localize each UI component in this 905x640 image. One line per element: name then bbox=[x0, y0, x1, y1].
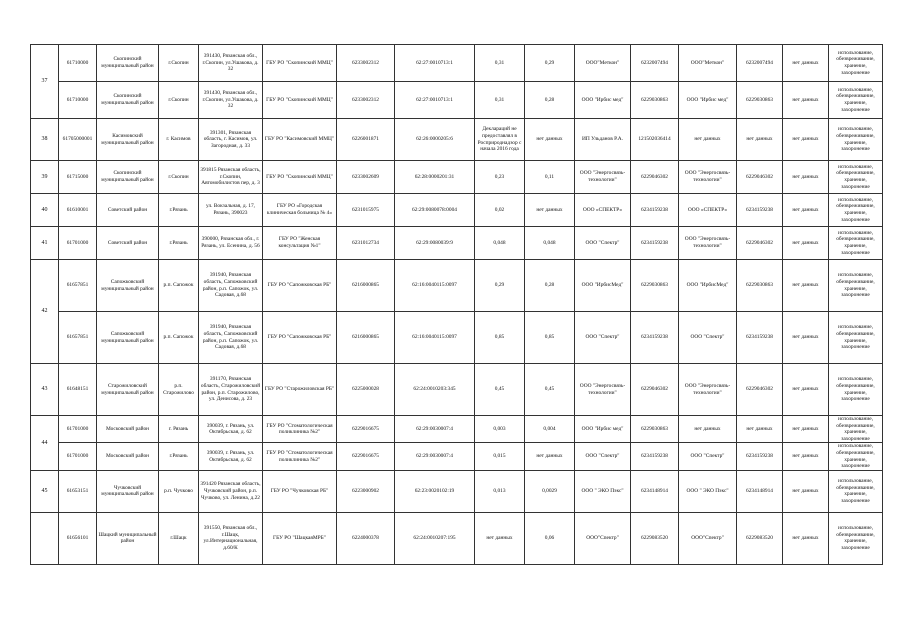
table-cell: ООО "Энергосвязь- технологии" bbox=[679, 227, 737, 260]
table-cell: 390000, Рязанская обл., г. Рязань, ул. Есенина, д. 56 bbox=[199, 227, 263, 260]
table-cell: 62:27:0010713:1 bbox=[395, 45, 475, 82]
table-cell: р.п. Сапожок bbox=[159, 312, 199, 364]
table-cell: 0,31 bbox=[475, 45, 525, 82]
table-cell: нет данных bbox=[783, 161, 829, 194]
table-cell: ООО "Энергосвязь- технологии" bbox=[679, 364, 737, 416]
table-cell: 61657851 bbox=[59, 312, 97, 364]
table-cell: Сапожковский муниципальный район bbox=[97, 312, 159, 364]
table-cell: г.Рязань bbox=[159, 194, 199, 227]
table-cell: г.Рязань bbox=[159, 443, 199, 470]
table-cell: 0,29 bbox=[475, 260, 525, 312]
table-row bbox=[31, 512, 883, 564]
table-cell: ООО "Спектр" bbox=[575, 227, 631, 260]
table-cell: ГБУ РО "Чучковская РБ" bbox=[263, 470, 337, 512]
table-cell: 41 bbox=[31, 227, 59, 260]
table-cell: 0,06 bbox=[525, 512, 575, 564]
table-cell: ООО "Спектр" bbox=[679, 443, 737, 470]
table-cell: 6234159238 bbox=[631, 443, 679, 470]
table-cell: 0,85 bbox=[525, 312, 575, 364]
table-cell: 390039, г. Рязань, ул. Октябрьская, д. 62 bbox=[199, 443, 263, 470]
table-cell: ГБУ РО "Касимовский ММЦ" bbox=[263, 119, 337, 161]
table-cell: 6229016675 bbox=[337, 416, 395, 443]
table-cell: ООО " ЭКО Пэкс" bbox=[679, 470, 737, 512]
table-row bbox=[31, 364, 883, 416]
table-cell: г. Касимов bbox=[159, 119, 199, 161]
table-cell: 62:29:0080039:9 bbox=[395, 227, 475, 260]
table-cell: 37 bbox=[31, 45, 59, 119]
table-cell: ООО «СПЕКТР» bbox=[679, 194, 737, 227]
table-cell: г.Шацк bbox=[159, 512, 199, 564]
table-cell: 61701000 bbox=[59, 443, 97, 470]
table-cell: ООО"Меткон" bbox=[575, 45, 631, 82]
table-row bbox=[31, 470, 883, 512]
table-cell: ГБУ РО "Сапожковская РБ" bbox=[263, 312, 337, 364]
table-cell: 391430, Рязанская обл., г.Скопин, ул.Ушакова, д. 32 bbox=[199, 82, 263, 119]
table-cell: 391815 Рязанская область, г.Скопин, Автомобилистов пер, д. 3 bbox=[199, 161, 263, 194]
table-cell: ООО "Ирбис мед" bbox=[575, 416, 631, 443]
table-cell: ООО "ИрбисМед" bbox=[575, 260, 631, 312]
table-cell: р.п. Чучково bbox=[159, 470, 199, 512]
table-cell: ИП Ульданов Р.А. bbox=[575, 119, 631, 161]
table-cell: 6234159238 bbox=[737, 443, 783, 470]
table-cell: нет данных bbox=[737, 119, 783, 161]
table-cell: использование, обезвреживание, хранение, захоронение bbox=[829, 227, 883, 260]
table-cell: ГБУ РО "ШацкаяМРБ" bbox=[263, 512, 337, 564]
table-cell: р.п. Старожилово bbox=[159, 364, 199, 416]
table-cell: нет данных bbox=[783, 260, 829, 312]
table-cell: нет данных bbox=[783, 443, 829, 470]
table-cell: 0,28 bbox=[525, 82, 575, 119]
table-cell: 61715000 bbox=[59, 161, 97, 194]
table-cell: 39 bbox=[31, 161, 59, 194]
table-cell: ГБУ РО «Городская клиническая больница № 4» bbox=[263, 194, 337, 227]
table-cell: 6229046302 bbox=[631, 161, 679, 194]
table-cell: 0,003 bbox=[475, 416, 525, 443]
table-cell: 45 bbox=[31, 470, 59, 512]
table-cell: Скопинский муниципальный район bbox=[97, 161, 159, 194]
table-cell: ГБУ РО "Сапожковская РБ" bbox=[263, 260, 337, 312]
table-cell: 61710000 bbox=[59, 45, 97, 82]
table-cell: использование, обезвреживание, хранение, захоронение bbox=[829, 194, 883, 227]
table-cell: 6225000028 bbox=[337, 364, 395, 416]
table-cell: Московский район bbox=[97, 443, 159, 470]
table-cell: 61710000 bbox=[59, 82, 97, 119]
table-cell: 6229030863 bbox=[631, 82, 679, 119]
table-cell: Скопинский муниципальный район bbox=[97, 82, 159, 119]
table-cell: нет данных bbox=[525, 119, 575, 161]
table-cell: нет данных bbox=[783, 194, 829, 227]
table-cell: ГБУ РО "Старожиловская РБ" bbox=[263, 364, 337, 416]
table-cell: 6229030863 bbox=[631, 416, 679, 443]
table-cell: ГБУ РО "Скопинский ММЦ" bbox=[263, 161, 337, 194]
table-cell: Советский район bbox=[97, 227, 159, 260]
table-cell: нет данных bbox=[783, 82, 829, 119]
table-cell: использование, обезвреживание, хранение, захоронение bbox=[829, 364, 883, 416]
table-cell: 6231015975 bbox=[337, 194, 395, 227]
table-cell: ООО "Энергосвязь- технологии" bbox=[679, 161, 737, 194]
table-cell: Московский район bbox=[97, 416, 159, 443]
table-cell: 61656101 bbox=[59, 512, 97, 564]
table-row bbox=[31, 45, 883, 82]
table-cell: 390039, г. Рязань, ул. Октябрьская, д. 62 bbox=[199, 416, 263, 443]
table-cell: 6233002312 bbox=[337, 82, 395, 119]
table-cell: 6229016675 bbox=[337, 443, 395, 470]
table-cell: 6229046302 bbox=[631, 364, 679, 416]
table-cell: 0,013 bbox=[475, 470, 525, 512]
table-row bbox=[31, 82, 883, 119]
table-cell: г. Рязань bbox=[159, 416, 199, 443]
table-cell: 62:16:0040115:0097 bbox=[395, 260, 475, 312]
table-cell: 62:24:0010203:345 bbox=[395, 364, 475, 416]
table-cell: 6229046302 bbox=[737, 161, 783, 194]
waste-registry-table bbox=[30, 44, 883, 565]
table-cell: 61701000 bbox=[59, 416, 97, 443]
table-cell: 62:26:0000205:6 bbox=[395, 119, 475, 161]
table-cell: 0,23 bbox=[475, 161, 525, 194]
table-cell: 62:16:0040115:0097 bbox=[395, 312, 475, 364]
table-cell: г.Рязань bbox=[159, 227, 199, 260]
table-cell: нет данных bbox=[679, 416, 737, 443]
table-cell: нет данных bbox=[783, 119, 829, 161]
table-cell: использование, обезвреживание, хранение, захоронение bbox=[829, 443, 883, 470]
table-cell: 6232007494 bbox=[631, 45, 679, 82]
table-cell: 6229046302 bbox=[737, 364, 783, 416]
table-cell: 391940, Рязанская область, Сапожковский район, р.п. Сапожок, ул. Садовая, д.68 bbox=[199, 312, 263, 364]
table-cell: 6229083520 bbox=[737, 512, 783, 564]
table-cell: использование, обезвреживание, хранение, захоронение bbox=[829, 45, 883, 82]
table-cell: 391430, Рязанская обл., г.Скопин, ул.Ушакова, д. 32 bbox=[199, 45, 263, 82]
table-cell: 6224000378 bbox=[337, 512, 395, 564]
table-cell: 0,31 bbox=[475, 82, 525, 119]
table-cell: 6233002312 bbox=[337, 45, 395, 82]
table-cell: 42 bbox=[31, 260, 59, 364]
table-cell: 62:28:0000201:31 bbox=[395, 161, 475, 194]
table-cell: Скопинский муниципальный район bbox=[97, 45, 159, 82]
table-row bbox=[31, 416, 883, 443]
table-cell: ГБУ РО "Стоматологическая поликлиника №2" bbox=[263, 443, 337, 470]
table-cell: нет данных bbox=[783, 470, 829, 512]
table-cell: нет данных bbox=[737, 416, 783, 443]
table-cell: ГБУ РО "Скопинский ММЦ" bbox=[263, 82, 337, 119]
table-cell: 0,45 bbox=[475, 364, 525, 416]
table-cell: 6234159238 bbox=[631, 312, 679, 364]
table-cell: Касимовский муниципальный район bbox=[97, 119, 159, 161]
table-cell: 61705000001 bbox=[59, 119, 97, 161]
table-cell: 44 bbox=[31, 416, 59, 471]
table-cell: 0,85 bbox=[475, 312, 525, 364]
table-cell: 391550, Рязанская обл., г.Шацк, ул.Интернациональная, д.60/К bbox=[199, 512, 263, 564]
table-cell: 0,11 bbox=[525, 161, 575, 194]
table-cell: использование, обезвреживание, хранение, захоронение bbox=[829, 161, 883, 194]
table-cell: Советский район bbox=[97, 194, 159, 227]
table-row bbox=[31, 227, 883, 260]
table-cell: 6231012734 bbox=[337, 227, 395, 260]
table-cell: 62:29:0080078:0004 bbox=[395, 194, 475, 227]
table-cell: ГБУ РО "Скопинский ММЦ" bbox=[263, 45, 337, 82]
table-cell: ООО "Ирбис мед" bbox=[679, 82, 737, 119]
table-cell: нет данных bbox=[679, 119, 737, 161]
table-cell: Деклараций не предоставлял в Росприроднадзор с начала 2016 года bbox=[475, 119, 525, 161]
table-row bbox=[31, 194, 883, 227]
table-cell: 6234159238 bbox=[737, 312, 783, 364]
table-cell: 62:23:0020102:19 bbox=[395, 470, 475, 512]
table-cell: 0,29 bbox=[525, 45, 575, 82]
table-cell: 391170, Рязанская область, Старожиловский район, р.п. Старожилово, ул. Денисова, д. 23 bbox=[199, 364, 263, 416]
table-cell: 61657851 bbox=[59, 260, 97, 312]
table-cell: 0,0029 bbox=[525, 470, 575, 512]
table-cell: 61610001 bbox=[59, 194, 97, 227]
table-cell: 6229046302 bbox=[737, 227, 783, 260]
table-cell: ООО "Спектр" bbox=[575, 312, 631, 364]
table-cell: 0,015 bbox=[475, 443, 525, 470]
table-cell: 0,02 bbox=[475, 194, 525, 227]
table-cell: ООО «СПЕКТР» bbox=[575, 194, 631, 227]
table-cell: 38 bbox=[31, 119, 59, 161]
table-row bbox=[31, 260, 883, 312]
table-cell: нет данных bbox=[525, 194, 575, 227]
table-cell: ООО "Ирбис мед" bbox=[575, 82, 631, 119]
table-cell: 0,048 bbox=[525, 227, 575, 260]
table-cell: 391301, Рязанская область, г. Касимов, ул. Загородная, д. 33 bbox=[199, 119, 263, 161]
table-cell: 0,45 bbox=[525, 364, 575, 416]
table-cell: ул. Вокзальная, д. 17, Рязань, 390023 bbox=[199, 194, 263, 227]
table-cell: г.Скопин bbox=[159, 45, 199, 82]
table-cell: ООО "Спектр" bbox=[679, 312, 737, 364]
table-cell: 6229083520 bbox=[631, 512, 679, 564]
table-cell: 6226001871 bbox=[337, 119, 395, 161]
table-cell: использование, обезвреживание, хранение, захоронение bbox=[829, 470, 883, 512]
table-cell: использование, обезвреживание, хранение, захоронение bbox=[829, 260, 883, 312]
table-cell: 40 bbox=[31, 194, 59, 227]
table-cell: ООО " ЭКО Пэкс" bbox=[575, 470, 631, 512]
table-cell: 6234159238 bbox=[737, 194, 783, 227]
table-cell: нет данных bbox=[783, 512, 829, 564]
table-row bbox=[31, 161, 883, 194]
table-row bbox=[31, 443, 883, 470]
table-cell: Чучковский муниципальный район bbox=[97, 470, 159, 512]
table-cell: нет данных bbox=[783, 416, 829, 443]
table-cell: 6229030863 bbox=[737, 82, 783, 119]
table-cell: 61701000 bbox=[59, 227, 97, 260]
table-body bbox=[31, 45, 883, 565]
table-cell: нет данных bbox=[783, 364, 829, 416]
table-cell: 62:29:0030007:4 bbox=[395, 443, 475, 470]
table-cell: ООО "Энергосвязь- технологии" bbox=[575, 161, 631, 194]
table-cell: 391940, Рязанская область, Сапожковский район, р.п. Сапожок, ул. Садовая, д.68 bbox=[199, 260, 263, 312]
table-cell: использование, обезвреживание, хранение, захоронение bbox=[829, 82, 883, 119]
table-cell: 62:24:0010207:195 bbox=[395, 512, 475, 564]
table-cell: 6233002609 bbox=[337, 161, 395, 194]
table-cell: использование, обезвреживание, хранение, захоронение bbox=[829, 312, 883, 364]
table-cell: Старожиловский муниципальный район bbox=[97, 364, 159, 416]
table-cell: 6232007494 bbox=[737, 45, 783, 82]
table-cell: 6234148914 bbox=[737, 470, 783, 512]
table-cell: р.п. Сапожок bbox=[159, 260, 199, 312]
table-cell: 6229030863 bbox=[737, 260, 783, 312]
table-cell: ООО"Спектр" bbox=[679, 512, 737, 564]
table-cell: 0,28 bbox=[525, 260, 575, 312]
table-cell: г.Скопин bbox=[159, 161, 199, 194]
table-cell: 62:29:0030007:4 bbox=[395, 416, 475, 443]
table-cell: 43 bbox=[31, 364, 59, 416]
table-cell: нет данных bbox=[475, 512, 525, 564]
table-cell: 391420 Рязанская область, Чучковский район, р.п. Чучково, ул. Ленина, д.22 bbox=[199, 470, 263, 512]
table-cell: г.Скопин bbox=[159, 82, 199, 119]
table-cell: ГБУ РО "Стоматологическая поликлиника №2" bbox=[263, 416, 337, 443]
table-cell: Шацкий муниципальный район bbox=[97, 512, 159, 564]
table-cell: 6234148914 bbox=[631, 470, 679, 512]
table-cell bbox=[31, 512, 59, 564]
table-cell: нет данных bbox=[783, 45, 829, 82]
table-cell: 6229030863 bbox=[631, 260, 679, 312]
table-cell: использование, обезвреживание, хранение, захоронение bbox=[829, 119, 883, 161]
table-cell: ООО "Спектр" bbox=[575, 443, 631, 470]
table-cell: нет данных bbox=[525, 443, 575, 470]
table-cell: 0,004 bbox=[525, 416, 575, 443]
table-cell: 62:27:0010713:1 bbox=[395, 82, 475, 119]
table-cell: ООО"Спектр" bbox=[575, 512, 631, 564]
table-cell: 6234159238 bbox=[631, 227, 679, 260]
table-cell: ГБУ РО "Женская консультация №1" bbox=[263, 227, 337, 260]
table-cell: использование, обезвреживание, хранение, захоронение bbox=[829, 416, 883, 443]
table-cell: 0,048 bbox=[475, 227, 525, 260]
table-cell: Сапожковский муниципальный район bbox=[97, 260, 159, 312]
table-cell: нет данных bbox=[783, 312, 829, 364]
table-cell: ООО"Меткон" bbox=[679, 45, 737, 82]
table-cell: 61653151 bbox=[59, 470, 97, 512]
table-cell: использование, обезвреживание, хранение, захоронение bbox=[829, 512, 883, 564]
table-cell: 121502036414 bbox=[631, 119, 679, 161]
table-row bbox=[31, 312, 883, 364]
table-row bbox=[31, 119, 883, 161]
table-cell: нет данных bbox=[783, 227, 829, 260]
table-cell: 6216000865 bbox=[337, 260, 395, 312]
table-cell: ООО "ИрбисМед" bbox=[679, 260, 737, 312]
table-cell: 61648151 bbox=[59, 364, 97, 416]
table-cell: 6234159238 bbox=[631, 194, 679, 227]
table-cell: ООО "Энергосвязь- технологии" bbox=[575, 364, 631, 416]
table-cell: 6216000865 bbox=[337, 312, 395, 364]
table-cell: 6223000902 bbox=[337, 470, 395, 512]
